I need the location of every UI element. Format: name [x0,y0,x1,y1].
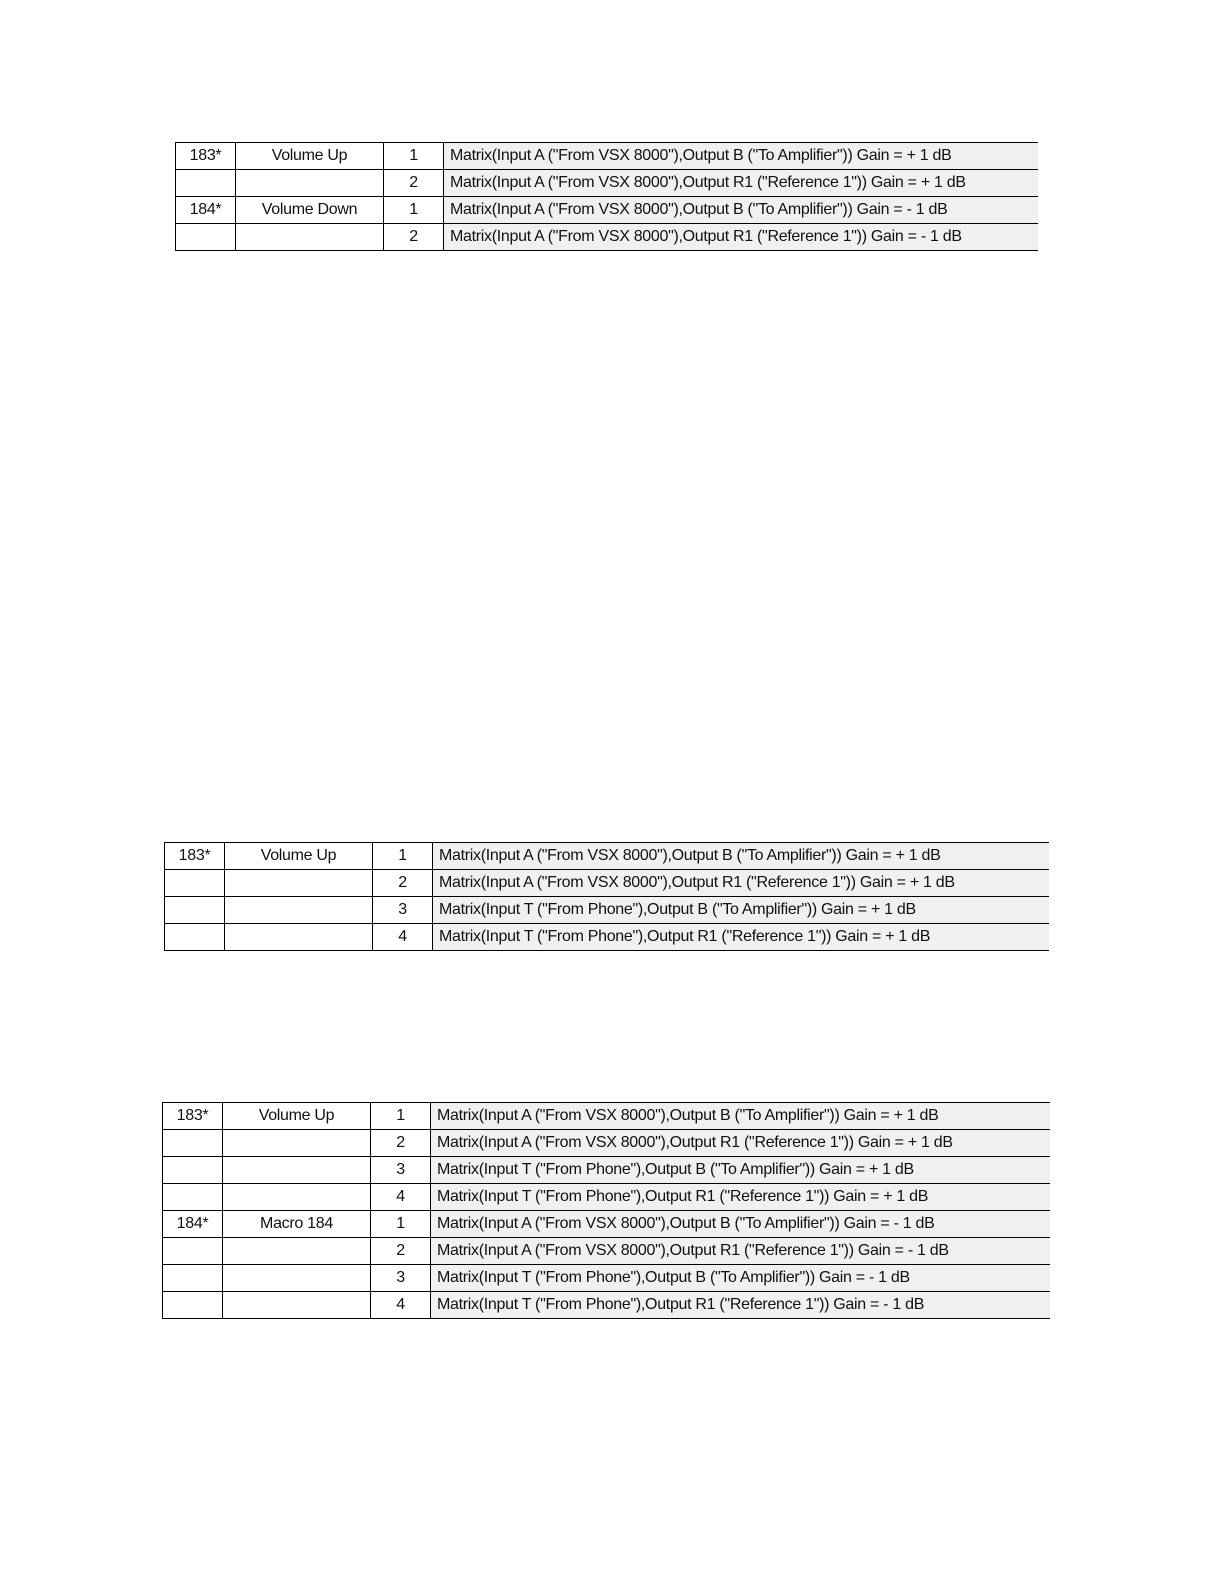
command-cell: Matrix(Input A ("From VSX 8000"),Output B ("To Amplifier")) Gain = + 1 dB [433,843,1049,870]
step-number-cell: 4 [371,1292,431,1319]
step-number-cell: 1 [371,1211,431,1238]
macro-id-cell: 183* [165,843,225,870]
command-cell: Matrix(Input T ("From Phone"),Output R1 ("Reference 1")) Gain = + 1 dB [431,1184,1050,1211]
command-cell: Matrix(Input A ("From VSX 8000"),Output R1 ("Reference 1")) Gain = + 1 dB [431,1130,1050,1157]
macro-id-cell [176,170,236,197]
macro-id-cell: 184* [176,197,236,224]
command-cell: Matrix(Input A ("From VSX 8000"),Output R1 ("Reference 1")) Gain = - 1 dB [431,1238,1050,1265]
macro-name-cell: Volume Up [223,1103,371,1130]
macro-name-cell [223,1184,371,1211]
command-cell: Matrix(Input T ("From Phone"),Output B ("To Amplifier")) Gain = + 1 dB [431,1157,1050,1184]
macro-id-cell [163,1292,223,1319]
table-row [163,1265,1050,1292]
step-number-cell: 3 [373,897,433,924]
macro-id-cell: 183* [176,143,236,170]
macro-id-cell [163,1238,223,1265]
table-row [163,1130,1050,1157]
macro-id-cell: 183* [163,1103,223,1130]
table-row [163,1292,1050,1319]
step-number-cell: 3 [371,1157,431,1184]
command-cell: Matrix(Input A ("From VSX 8000"),Output R1 ("Reference 1")) Gain = + 1 dB [444,170,1038,197]
table-row [165,924,1049,951]
macro-table-volume-up-macro-184 [162,1102,1050,1319]
macro-name-cell: Macro 184 [223,1211,371,1238]
macro-table-volume-up-down [175,142,1038,251]
step-number-cell: 4 [371,1184,431,1211]
command-cell: Matrix(Input A ("From VSX 8000"),Output B ("To Amplifier")) Gain = + 1 dB [431,1103,1050,1130]
macro-name-cell [236,224,384,251]
command-cell: Matrix(Input A ("From VSX 8000"),Output B ("To Amplifier")) Gain = + 1 dB [444,143,1038,170]
macro-name-cell [225,870,373,897]
step-number-cell: 2 [384,170,444,197]
macro-id-cell [163,1184,223,1211]
macro-name-cell [223,1157,371,1184]
macro-name-cell [225,897,373,924]
table-row [163,1184,1050,1211]
macro-name-cell [223,1292,371,1319]
macro-id-cell [163,1130,223,1157]
command-cell: Matrix(Input T ("From Phone"),Output B ("To Amplifier")) Gain = + 1 dB [433,897,1049,924]
macro-table-volume-up-four-steps [164,842,1049,951]
macro-name-cell [225,924,373,951]
step-number-cell: 1 [384,197,444,224]
macro-id-cell: 184* [163,1211,223,1238]
command-cell: Matrix(Input A ("From VSX 8000"),Output R1 ("Reference 1")) Gain = + 1 dB [433,870,1049,897]
command-cell: Matrix(Input A ("From VSX 8000"),Output R1 ("Reference 1")) Gain = - 1 dB [444,224,1038,251]
macro-id-cell [176,224,236,251]
macro-name-cell: Volume Down [236,197,384,224]
step-number-cell: 1 [371,1103,431,1130]
table-row [163,1211,1050,1238]
command-cell: Matrix(Input T ("From Phone"),Output R1 ("Reference 1")) Gain = + 1 dB [433,924,1049,951]
macro-id-cell [165,897,225,924]
table-row [163,1103,1050,1130]
step-number-cell: 1 [373,843,433,870]
table-row [165,897,1049,924]
command-cell: Matrix(Input A ("From VSX 8000"),Output B ("To Amplifier")) Gain = - 1 dB [431,1211,1050,1238]
macro-name-cell: Volume Up [236,143,384,170]
table-row [163,1238,1050,1265]
macro-name-cell [223,1130,371,1157]
macro-name-cell: Volume Up [225,843,373,870]
macro-name-cell [223,1238,371,1265]
command-cell: Matrix(Input T ("From Phone"),Output R1 ("Reference 1")) Gain = - 1 dB [431,1292,1050,1319]
table-row [176,197,1038,224]
step-number-cell: 4 [373,924,433,951]
table-row [176,170,1038,197]
command-cell: Matrix(Input T ("From Phone"),Output B ("To Amplifier")) Gain = - 1 dB [431,1265,1050,1292]
macro-id-cell [165,924,225,951]
macro-id-cell [163,1157,223,1184]
table-row [165,843,1049,870]
step-number-cell: 2 [371,1238,431,1265]
macro-id-cell [163,1265,223,1292]
table-row [165,870,1049,897]
step-number-cell: 3 [371,1265,431,1292]
step-number-cell: 2 [371,1130,431,1157]
table-row [163,1157,1050,1184]
macro-name-cell [236,170,384,197]
step-number-cell: 1 [384,143,444,170]
table-row [176,143,1038,170]
command-cell: Matrix(Input A ("From VSX 8000"),Output B ("To Amplifier")) Gain = - 1 dB [444,197,1038,224]
table-row [176,224,1038,251]
step-number-cell: 2 [384,224,444,251]
macro-name-cell [223,1265,371,1292]
step-number-cell: 2 [373,870,433,897]
macro-id-cell [165,870,225,897]
